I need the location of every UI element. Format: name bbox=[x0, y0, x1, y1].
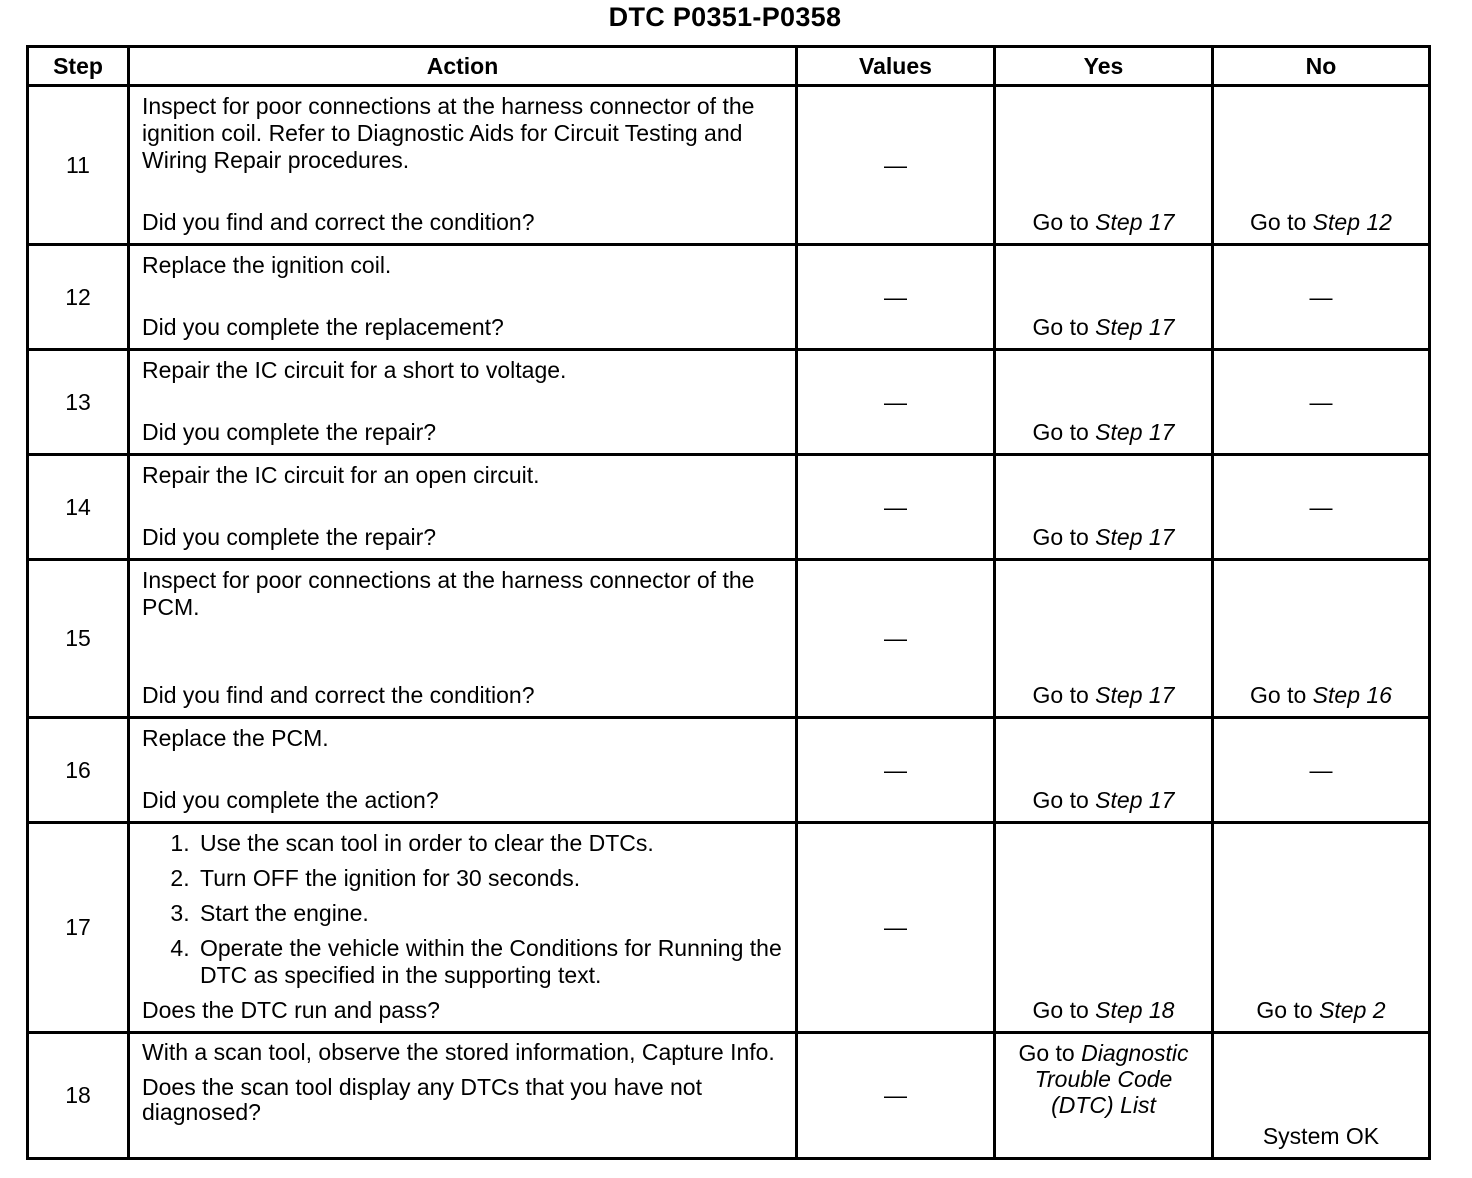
values-cell: — bbox=[797, 350, 995, 455]
no-cell bbox=[1213, 86, 1430, 245]
values-cell: — bbox=[797, 718, 995, 823]
step-number: 15 bbox=[28, 560, 129, 718]
system-ok-text: System OK bbox=[1262, 1123, 1380, 1149]
yes-cell bbox=[995, 823, 1213, 1033]
procedure-item: 4. Operate the vehicle within the Conditions for Running the DTC as specified in the supporting text. bbox=[196, 935, 787, 989]
yes-link[interactable]: Go to Step 17 bbox=[1032, 524, 1175, 550]
action-question: Did you complete the repair? bbox=[142, 419, 437, 445]
procedure-list bbox=[142, 830, 787, 989]
yes-link[interactable]: Go to Diagnostic Trouble Code (DTC) List bbox=[1018, 1040, 1189, 1118]
action-question: Did you find and correct the condition? bbox=[142, 682, 535, 708]
no-cell bbox=[1213, 1033, 1430, 1159]
procedure-item: 1. Use the scan tool in order to clear the DTCs. bbox=[196, 830, 787, 857]
page-title: DTC P0351-P0358 bbox=[608, 2, 842, 32]
yes-link[interactable]: Go to Step 17 bbox=[1032, 419, 1175, 445]
table-row bbox=[28, 718, 1430, 823]
action-text: With a scan tool, observe the stored information, Capture Info. bbox=[142, 1039, 775, 1065]
action-cell bbox=[129, 560, 797, 718]
table-row bbox=[28, 1033, 1430, 1159]
yes-cell bbox=[995, 1033, 1213, 1159]
action-question: Did you complete the replacement? bbox=[142, 314, 504, 340]
step-number: 16 bbox=[28, 718, 129, 823]
action-cell bbox=[129, 1033, 797, 1159]
no-link[interactable]: Go to Step 2 bbox=[1256, 997, 1386, 1023]
table-header-row bbox=[28, 47, 1430, 86]
table-row bbox=[28, 350, 1430, 455]
action-question: Does the scan tool display any DTCs that you have not diagnosed? bbox=[142, 1074, 702, 1125]
header-action: Action bbox=[129, 47, 797, 86]
values-cell: — bbox=[797, 1033, 995, 1159]
yes-cell bbox=[995, 455, 1213, 560]
action-cell bbox=[129, 350, 797, 455]
procedure-item: 2. Turn OFF the ignition for 30 seconds. bbox=[196, 865, 787, 892]
action-cell bbox=[129, 718, 797, 823]
step-number: 17 bbox=[28, 823, 129, 1033]
no-cell: — bbox=[1213, 455, 1430, 560]
action-question: Did you complete the repair? bbox=[142, 524, 437, 550]
no-link[interactable]: Go to Step 12 bbox=[1250, 209, 1392, 235]
action-text: Inspect for poor connections at the harness connector of the PCM. bbox=[142, 567, 755, 620]
action-cell bbox=[129, 823, 797, 1033]
yes-link[interactable]: Go to Step 17 bbox=[1032, 682, 1175, 708]
step-number: 12 bbox=[28, 245, 129, 350]
action-question: Did you complete the action? bbox=[142, 787, 439, 813]
values-cell: — bbox=[797, 560, 995, 718]
action-text: Repair the IC circuit for a short to voltage. bbox=[142, 357, 567, 383]
procedure-item: 3. Start the engine. bbox=[196, 900, 787, 927]
no-cell bbox=[1213, 823, 1430, 1033]
step-number: 14 bbox=[28, 455, 129, 560]
header-step: Step bbox=[28, 47, 129, 86]
header-yes: Yes bbox=[995, 47, 1213, 86]
values-cell: — bbox=[797, 455, 995, 560]
yes-link[interactable]: Go to Step 17 bbox=[1032, 209, 1175, 235]
no-cell: — bbox=[1213, 350, 1430, 455]
values-cell: — bbox=[797, 86, 995, 245]
yes-cell bbox=[995, 350, 1213, 455]
header-no: No bbox=[1213, 47, 1430, 86]
yes-cell bbox=[995, 560, 1213, 718]
table-row bbox=[28, 823, 1430, 1033]
table-row bbox=[28, 86, 1430, 245]
header-values: Values bbox=[797, 47, 995, 86]
table-row bbox=[28, 560, 1430, 718]
no-link[interactable]: Go to Step 16 bbox=[1250, 682, 1392, 708]
action-cell bbox=[129, 86, 797, 245]
yes-link[interactable]: Go to Step 17 bbox=[1032, 787, 1175, 813]
diagnostic-table bbox=[26, 45, 1431, 1160]
action-question: Does the DTC run and pass? bbox=[142, 997, 440, 1023]
step-number: 18 bbox=[28, 1033, 129, 1159]
values-cell: — bbox=[797, 823, 995, 1033]
no-cell bbox=[1213, 560, 1430, 718]
action-text: Replace the PCM. bbox=[142, 725, 329, 751]
action-cell bbox=[129, 455, 797, 560]
yes-cell bbox=[995, 86, 1213, 245]
table-row bbox=[28, 245, 1430, 350]
yes-link[interactable]: Go to Step 18 bbox=[1032, 997, 1175, 1023]
action-text: Replace the ignition coil. bbox=[142, 252, 392, 278]
no-cell: — bbox=[1213, 245, 1430, 350]
no-cell: — bbox=[1213, 718, 1430, 823]
yes-cell bbox=[995, 718, 1213, 823]
values-cell: — bbox=[797, 245, 995, 350]
action-text: Inspect for poor connections at the harness connector of the ignition coil. Refer to Diagnostic Aids for Circuit Testing and Wiring Repair procedures. bbox=[142, 93, 755, 173]
yes-cell bbox=[995, 245, 1213, 350]
yes-link[interactable]: Go to Step 17 bbox=[1032, 314, 1175, 340]
step-number: 11 bbox=[28, 86, 129, 245]
action-cell bbox=[129, 245, 797, 350]
step-number: 13 bbox=[28, 350, 129, 455]
action-question: Did you find and correct the condition? bbox=[142, 209, 535, 235]
action-text: Repair the IC circuit for an open circuit. bbox=[142, 462, 540, 488]
table-row bbox=[28, 455, 1430, 560]
